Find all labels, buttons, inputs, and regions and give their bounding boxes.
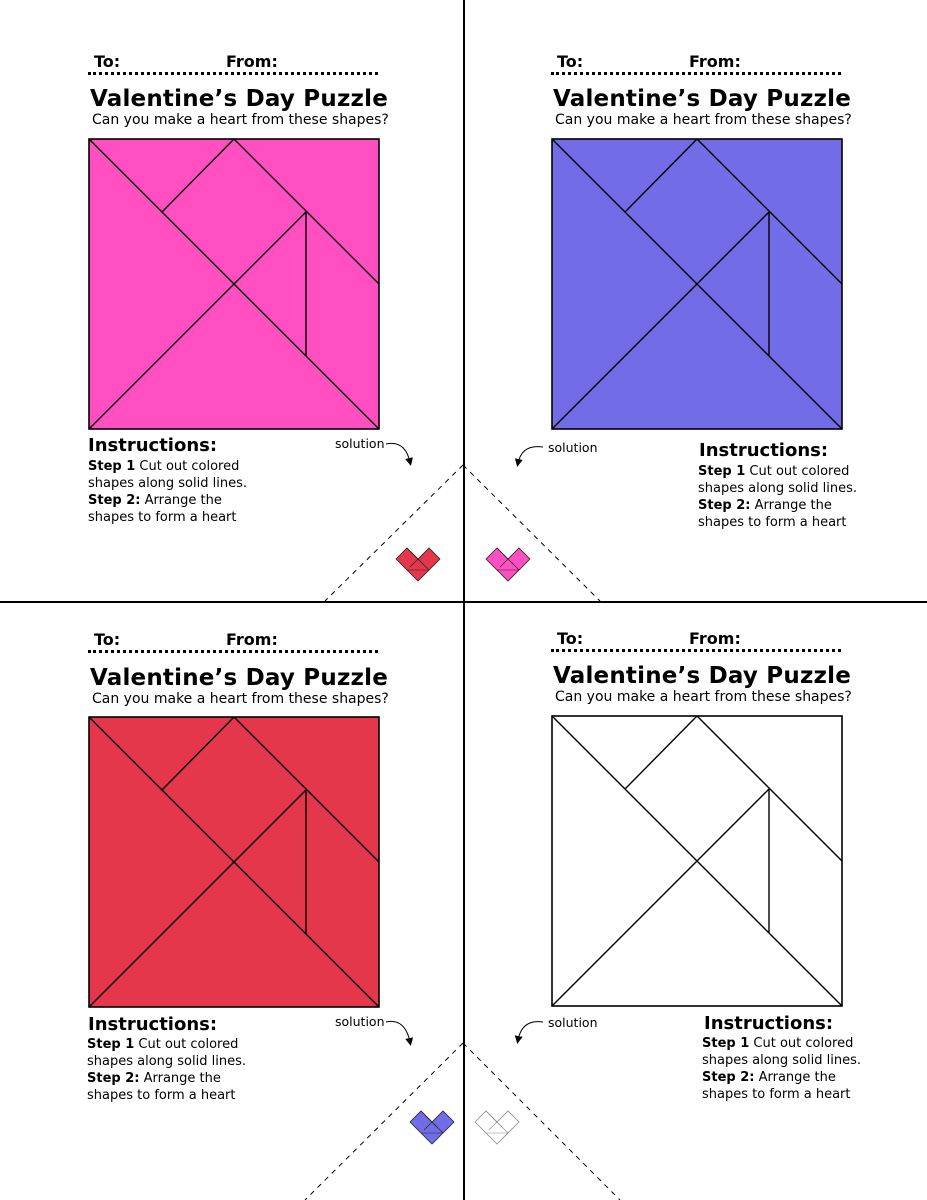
step2-label: Step 2:	[87, 1071, 140, 1086]
solution-arrow-icon	[518, 1022, 543, 1040]
instructions-heading: Instructions:	[88, 1014, 218, 1035]
step1-label: Step 1	[87, 1037, 135, 1052]
solution-arrow-icon	[386, 1021, 410, 1042]
step2-text: Arrange the shapes to form a heart	[87, 1071, 236, 1103]
to-label: To:	[94, 52, 121, 71]
solution-heart-icon	[396, 548, 440, 581]
step1-label: Step 1	[698, 464, 746, 479]
step2-label: Step 2:	[702, 1070, 755, 1085]
step1-text: Cut out colored shapes along solid lines.	[87, 1037, 246, 1069]
step2-text: Arrange the shapes to form a heart	[702, 1070, 851, 1102]
step2-text: Arrange the shapes to form a heart	[698, 498, 847, 530]
solution-arrow-icon	[518, 447, 543, 463]
card-title: Valentine’s Day Puzzle	[553, 663, 851, 689]
to-label: To:	[557, 629, 584, 648]
card-subtitle: Can you make a heart from these shapes?	[555, 689, 852, 705]
step1-text: Cut out colored shapes along solid lines.	[698, 464, 857, 496]
solution-label: solution	[335, 1014, 385, 1029]
from-label: From:	[226, 52, 278, 71]
solution-label: solution	[548, 440, 598, 455]
instructions-heading: Instructions:	[704, 1013, 834, 1034]
instructions-heading: Instructions:	[88, 435, 218, 456]
step1-label: Step 1	[702, 1036, 750, 1051]
to-label: To:	[94, 630, 121, 649]
solution-heart-icon	[475, 1111, 519, 1144]
solution-label: solution	[548, 1015, 598, 1030]
step2-text: Arrange the shapes to form a heart	[88, 493, 237, 525]
step1-text: Cut out colored shapes along solid lines.	[702, 1036, 861, 1068]
fold-line	[463, 465, 600, 601]
step1-label: Step 1	[88, 459, 136, 474]
fold-line	[325, 465, 463, 601]
card-title: Valentine’s Day Puzzle	[90, 665, 388, 691]
from-label: From:	[226, 630, 278, 649]
step1-text: Cut out colored shapes along solid lines.	[88, 459, 247, 491]
step2-label: Step 2:	[88, 493, 141, 508]
card-title: Valentine’s Day Puzzle	[553, 86, 851, 112]
from-label: From:	[689, 629, 741, 648]
card-subtitle: Can you make a heart from these shapes?	[555, 112, 852, 128]
card-title: Valentine’s Day Puzzle	[90, 86, 388, 112]
to-label: To:	[557, 52, 584, 71]
step2-label: Step 2:	[698, 498, 751, 513]
solution-heart-icon	[486, 548, 530, 581]
solution-label: solution	[335, 436, 385, 451]
solution-arrow-icon	[386, 443, 410, 462]
instructions-heading: Instructions:	[699, 440, 829, 461]
from-label: From:	[689, 52, 741, 71]
solution-heart-icon	[410, 1111, 454, 1144]
card-subtitle: Can you make a heart from these shapes?	[92, 691, 389, 707]
card-subtitle: Can you make a heart from these shapes?	[92, 112, 389, 128]
